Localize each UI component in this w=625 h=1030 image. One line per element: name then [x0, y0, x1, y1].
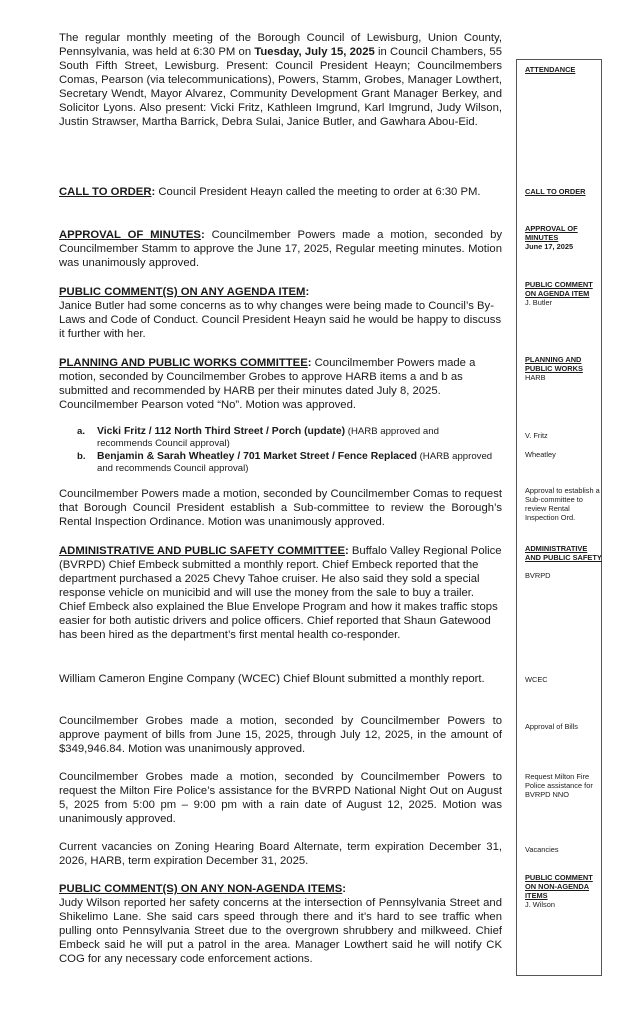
harb-item-a [77, 426, 497, 449]
note-attendance-heading: ATTENDANCE [525, 65, 576, 74]
note-non-agenda [525, 873, 603, 909]
approval-minutes-heading: APPROVAL OF MINUTES [59, 229, 201, 241]
planning-heading: PLANNING AND PUBLIC WORKS COMMITTEE [59, 357, 308, 369]
note-vacancies-text: Vacancies [525, 845, 559, 854]
note-approval-heading: APPROVAL OF MINUTES [525, 224, 578, 242]
note-public-agenda-name: J. Butler [525, 298, 553, 307]
admin-heading: ADMINISTRATIVE AND PUBLIC SAFETY COMMITTEE [59, 545, 345, 557]
harb-item-b-label: b. [77, 451, 86, 462]
note-wheatley-text: Wheatley [525, 450, 556, 459]
note-subcommittee-text: Approval to establish a Sub-committee to review Rental Inspection Ord. [525, 486, 600, 522]
note-call-to-order [525, 187, 603, 196]
milton-text: Councilmember Grobes made a motion, seconded by Councilmember Powers to request the Milton Fire Police’s assistance for the BVRPD National Night Out on August 5, 2025 from 5:00 pm – 9:00 pm with a rain date of August 12, 2025. Motion was unanimously approved. [59, 771, 502, 825]
public-comment-agenda-text: Janice Butler had some concerns as to why changes were being made to Council’s By-Laws and Code of Conduct. Council President Heayn said he would be happy to discuss it further with her. [59, 300, 502, 340]
bills-text: Councilmember Grobes made a motion, seconded by Councilmember Powers to approve payment of bills from June 15, 2025, through July 12, 2025, in the amount of $349,946.84. Motion was unanimously approved. [59, 715, 502, 755]
attendance-paragraph [59, 31, 502, 129]
harb-item-a-title: Vicki Fritz / 112 North Third Street / Porch (update) [97, 426, 346, 437]
note-bvrpd: BVRPD [525, 571, 551, 580]
vacancies-text: Current vacancies on Zoning Hearing Board Alternate, term expiration December 31, 2026, HARB, term expiration December 31, 2025. [59, 841, 502, 867]
approval-minutes-text: Councilmember Powers made a motion, seconded by Councilmember Stamm to approve the June 17, 2025, Regular meeting minutes. Motion was unanimously approved. [59, 229, 502, 269]
public-comment-non-agenda-text: Judy Wilson reported her safety concerns at the intersection of Pennsylvania Street and Shikelimo Lane. She said cars speed through there and it’s hard to see traffic when pulling onto Pennsylvania Street due to the overgrown shrubbery and milkweed. Chief Embeck said he will put a patrol in the area. Manager Lowthert said he will notify CK COG for any necessary code enforcement actions. [59, 897, 502, 965]
note-wheatley [525, 450, 603, 459]
planning-paragraph: PLANNING AND PUBLIC WORKS COMMITTEE: Councilmember Powers made a motion, seconded by Councilmember Grobes to approve HARB items a and b as submitted and recommended by HARB per their minutes dated July 8, 2025. Councilmember Pearson voted “No”. Motion was approved. [59, 357, 476, 411]
planning-text: Councilmember Powers made a motion, seconded by Councilmember Grobes to approve HARB items a and b as submitted and recommended by HARB per their minutes dated July 8, 2025. Councilmember Pearson voted “No”. Motion was approved. [59, 357, 476, 411]
admin-text: Buffalo Valley Regional Police (BVRPD) Chief Embeck submitted a monthly report. Chief Embeck reported that the department purchased a 2025 Chevy Tahoe cruiser. He also said they sold a special response vehicle on municibid and will use the money from the sale to buy a trailer. Chief Embeck also explained the Blue Envelope Program and how it makes traffic stops easier for both autistic drivers and police officers. Chief reported that Shaun Gatewood has been hired as the department’s first mental health co-responder. [59, 545, 502, 641]
note-attendance [525, 65, 603, 74]
subcommittee-text: Councilmember Powers made a motion, seconded by Councilmember Comas to request that Borough Council President establish a Sub-committee to review the Borough’s Rental Inspection Ordinance. Motion was unanimously approved. [59, 488, 502, 528]
vacancies-paragraph [59, 840, 502, 868]
attendance-intro: The regular monthly meeting of the Borough Council of Lewisburg, Union County, Pennsylvania, was held at 6:30 PM on [59, 32, 502, 58]
note-public-agenda-heading: PUBLIC COMMENT ON AGENDA ITEM [525, 280, 593, 298]
public-comment-non-agenda-heading: PUBLIC COMMENT(S) ON ANY NON-AGENDA ITEMS [59, 883, 343, 895]
note-fritz [525, 431, 603, 440]
note-non-agenda-name: J. Wilson [525, 900, 555, 909]
note-milton [525, 772, 603, 799]
note-planning-heading: PLANNING AND PUBLIC WORKS [525, 355, 583, 373]
note-wcec [525, 675, 603, 684]
note-bills [525, 722, 603, 731]
harb-item-b-title: Benjamin & Sarah Wheatley / 701 Market Street / Fence Replaced [97, 451, 417, 462]
call-to-order-text: Council President Heayn called the meeting to order at 6:30 PM. [155, 186, 481, 198]
public-comment-agenda-heading: PUBLIC COMMENT(S) ON ANY AGENDA ITEM [59, 286, 306, 298]
call-to-order-heading: CALL TO ORDER [59, 186, 152, 198]
approval-minutes-paragraph: APPROVAL OF MINUTES: Councilmember Powers made a motion, seconded by Councilmember Stamm to approve the June 17, 2025, Regular meeting minutes. Motion was unanimously approved. [59, 229, 502, 269]
harb-item-a-label: a. [77, 426, 86, 437]
note-planning [525, 355, 603, 382]
note-milton-text: Request Milton Fire Police assistance for BVRPD NNO [525, 772, 593, 799]
call-to-order-paragraph: CALL TO ORDER: Council President Heayn called the meeting to order at 6:30 PM. [59, 186, 481, 198]
note-bills-text: Approval of Bills [525, 722, 578, 731]
note-admin-heading: ADMINISTRATIVE AND PUBLIC SAFETY [525, 544, 602, 562]
wcec-paragraph [59, 672, 502, 686]
milton-paragraph [59, 770, 502, 826]
bills-paragraph [59, 714, 502, 756]
admin-paragraph: ADMINISTRATIVE AND PUBLIC SAFETY COMMITTEE: Buffalo Valley Regional Police (BVRPD) Chief Embeck submitted a monthly report. Chief Embeck reported that the department purchased a 2025 Chevy Tahoe cruiser. He also said they sold a special response vehicle on municibid and will use the money from the sale to buy a trailer. Chief Embeck also explained the Blue Envelope Program and how it makes traffic stops easier for both autistic drivers and police officers. Chief reported that Shaun Gatewood has been hired as the department’s first mental health co-responder. [59, 545, 502, 641]
public-comment-agenda-paragraph: PUBLIC COMMENT(S) ON ANY AGENDA ITEM: Janice Butler had some concerns as to why changes were being made to Council’s By-Laws and Code of Conduct. Council President Heayn said he would be happy to discuss it further with her. [59, 286, 502, 340]
meeting-date: Tuesday, July 15, 2025 [254, 46, 375, 58]
note-non-agenda-heading: PUBLIC COMMENT ON NON-AGENDA ITEMS [525, 873, 593, 900]
public-comment-non-agenda-paragraph: PUBLIC COMMENT(S) ON ANY NON-AGENDA ITEMS: Judy Wilson reported her safety concerns at the intersection of Pennsylvania Street and Shikelimo Lane. She said cars speed through there and it’s hard to see traffic when pulling onto Pennsylvania Street due to the overgrown shrubbery and milkweed. Chief Embeck said he will put a patrol in the area. Manager Lowthert said he will notify CK COG for any necessary code enforcement actions. [59, 883, 502, 965]
wcec-text: William Cameron Engine Company (WCEC) Chief Blount submitted a monthly report. [59, 673, 485, 685]
note-planning-harb: HARB [525, 373, 546, 382]
note-public-agenda [525, 280, 603, 307]
harb-item-b [77, 451, 497, 474]
harb-item-b-note: (HARB approved and recommends Council approval) [97, 451, 493, 474]
note-approval-date: June 17, 2025 [525, 242, 574, 251]
note-subcommittee [525, 486, 603, 522]
subcommittee-paragraph [59, 487, 502, 529]
note-vacancies [525, 845, 603, 854]
note-admin [525, 544, 603, 580]
note-fritz-text: V. Fritz [525, 431, 548, 440]
note-approval [525, 224, 603, 251]
attendance-rest: in Council Chambers, 55 South Fifth Street, Lewisburg. Present: Council President Heayn; Councilmembers Comas, Pearson (via telecommunications), Powers, Stamm, Grobes, Manager Lowthert, Secretary Wendt, Mayor Alvarez, Community Development Grant Manager Berkey, and Solicitor Lyons. Also present: Vicki Fritz, Kathleen Imgrund, Karl Imgrund, Judy Wilson, Justin Strawser, Martha Barrick, Debra Sulai, Janice Butler, and Gawhara Abou-Eid. [59, 46, 502, 128]
harb-item-a-note: (HARB approved and recommends Council approval) [97, 426, 439, 449]
margin-notes-box [516, 59, 602, 976]
note-call-to-order-heading: CALL TO ORDER [525, 187, 586, 196]
note-wcec-text: WCEC [525, 675, 548, 684]
